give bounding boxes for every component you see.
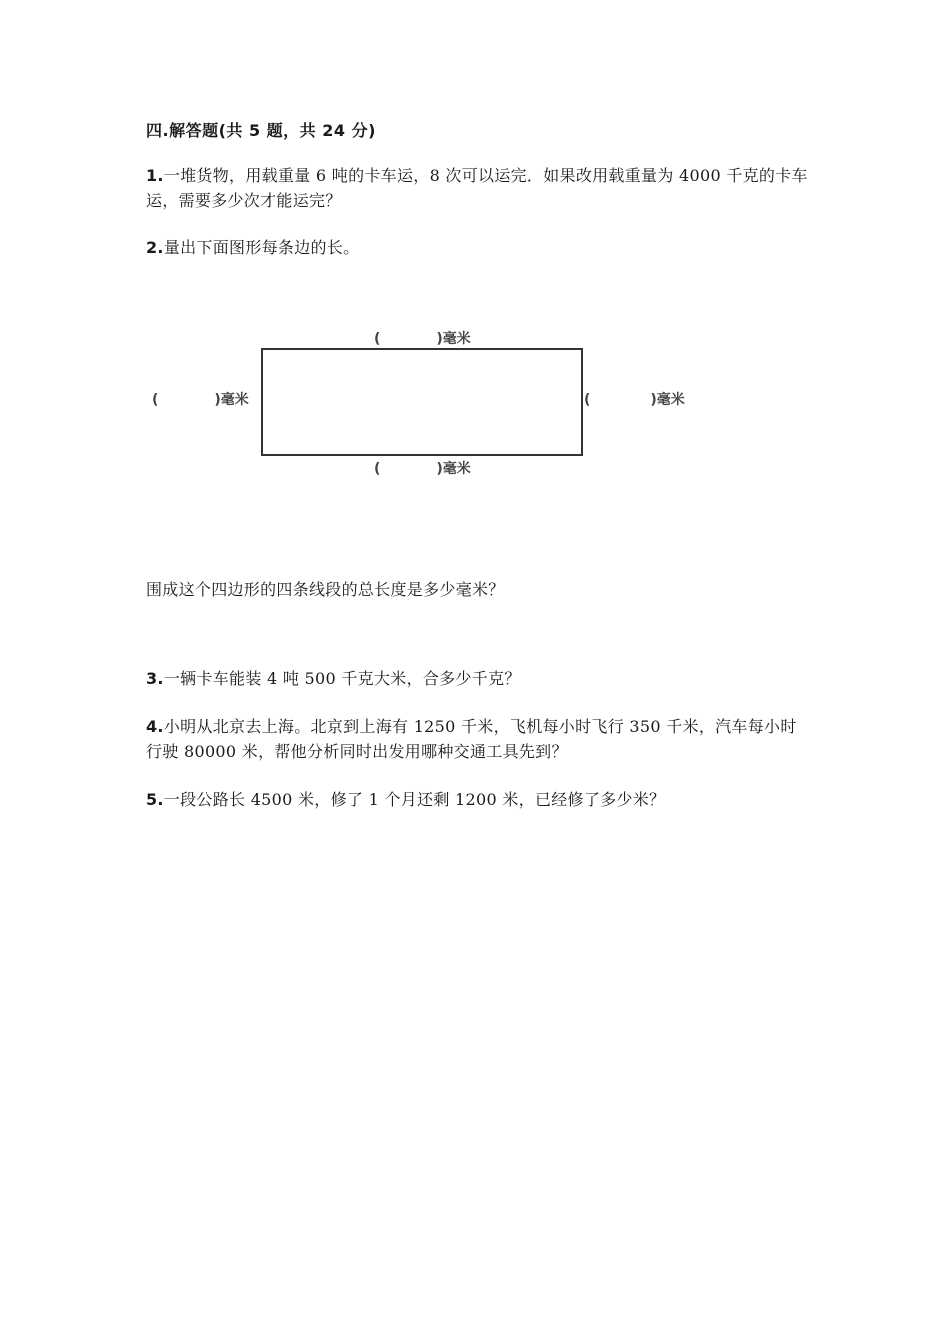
question-1 (146, 163, 811, 213)
section-title: 四.解答题(共 5 题，共 24 分) (146, 121, 376, 140)
rectangle-figure (140, 318, 720, 488)
bottom-side-blank (374, 458, 471, 478)
right-side-blank (584, 389, 685, 409)
unit-label: )毫米 (650, 392, 685, 408)
question-text: 量出下面图形每条边的长。 (163, 238, 360, 257)
open-paren: ( (374, 461, 381, 477)
left-side-blank (152, 389, 249, 409)
question-text: 一堆货物，用载重量 6 吨的卡车运，8 次可以运完．如果改用载重量为 4000 千克的卡车运，需要多少次才能运完？ (146, 166, 808, 210)
open-paren: ( (152, 392, 159, 408)
unit-label: )毫米 (436, 331, 471, 347)
question-number: 1. (146, 166, 164, 185)
question-2-subquestion: 围成这个四边形的四条线段的总长度是多少毫米？ (146, 580, 505, 599)
question-text: 小明从北京去上海。北京到上海有 1250 千米，飞机每小时飞行 350 千米，汽车每小时行驶 80000 米，帮他分析同时出发用哪种交通工具先到？ (146, 717, 797, 761)
question-number: 3. (146, 669, 164, 688)
question-number: 2. (146, 238, 164, 257)
question-number: 4. (146, 717, 164, 736)
unit-label: )毫米 (436, 461, 471, 477)
question-5 (146, 787, 811, 812)
question-text: 一段公路长 4500 米，修了 1 个月还剩 1200 米，已经修了多少米？ (163, 790, 666, 809)
top-side-blank (374, 328, 471, 348)
unit-label: )毫米 (214, 392, 249, 408)
question-4 (146, 714, 811, 764)
question-2 (146, 235, 811, 260)
rectangle-shape (261, 348, 583, 456)
question-number: 5. (146, 790, 164, 809)
open-paren: ( (584, 392, 591, 408)
question-3 (146, 666, 811, 691)
question-text: 一辆卡车能装 4 吨 500 千克大米，合多少千克？ (163, 669, 521, 688)
open-paren: ( (374, 331, 381, 347)
